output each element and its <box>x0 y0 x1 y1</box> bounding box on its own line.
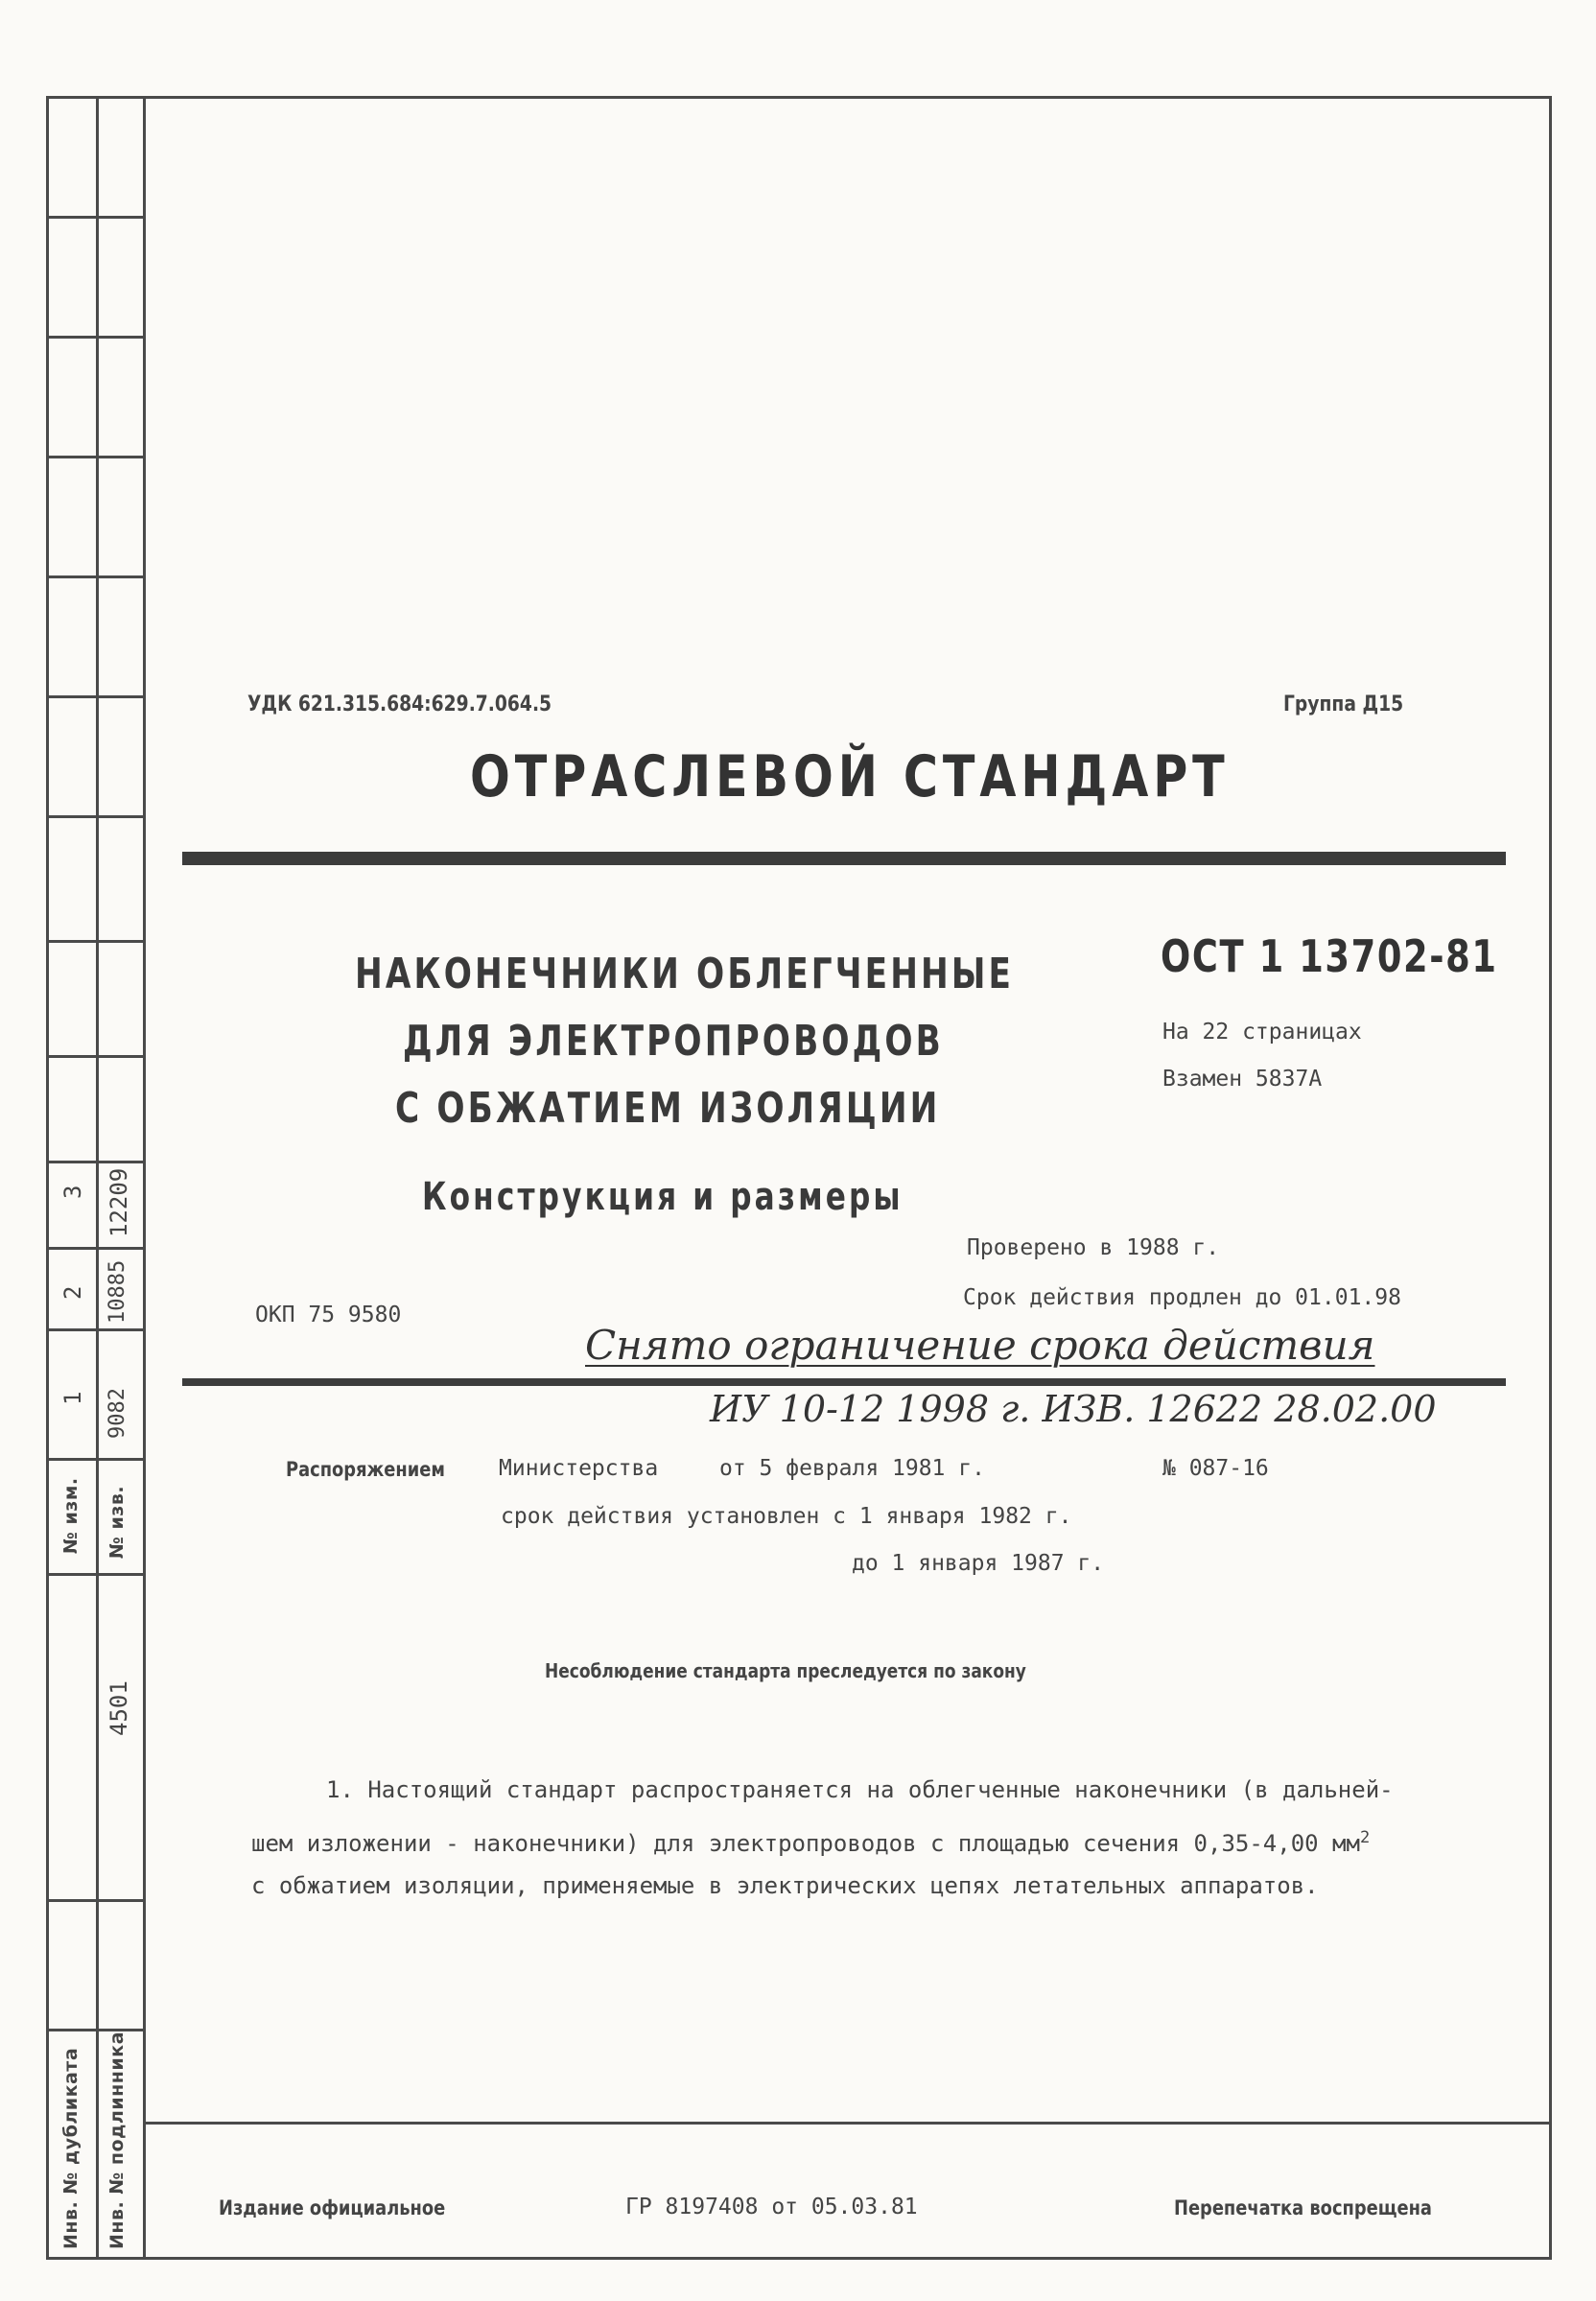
body-text: шем изложении - наконечники) для электропроводов с площадью сечения 0,35-4,00 мм <box>251 1830 1360 1857</box>
handwritten-note: ИУ 10-12 1998 г. ИЗВ. 12622 28.02.00 <box>710 1388 1437 1430</box>
group-code: Группа Д15 <box>1283 693 1404 716</box>
stamp-row-line <box>46 2029 146 2031</box>
change-number: 1 <box>59 1391 86 1405</box>
checked-note: Проверено в 1988 г. <box>967 1235 1220 1260</box>
gr-registration: ГР 8197408 от 05.03.81 <box>625 2195 918 2219</box>
stamp-row-line <box>46 456 146 458</box>
standard-code: ОСТ 1 13702-81 <box>1161 930 1498 982</box>
page-count: На 22 страницах <box>1162 1020 1362 1045</box>
stamp-row-line <box>46 815 146 818</box>
change-number: 3 <box>59 1185 86 1199</box>
legal-notice: Несоблюдение стандарта преследуется по закону <box>545 1659 1026 1682</box>
stamp-column <box>46 96 146 2260</box>
stamp-divider <box>143 96 146 2260</box>
body-line: с обжатием изоляции, применяемые в электрических цепях летательных аппаратов. <box>251 1872 1319 1899</box>
izv-number: 12209 <box>106 1167 132 1237</box>
order-label: Распоряжением <box>286 1458 445 1481</box>
replaces: Взамен 5837А <box>1162 1067 1323 1092</box>
body-line: 1. Настоящий стандарт распространяется на облегченные наконечники (в дальней- <box>326 1776 1394 1803</box>
inv-podl-value: 4501 <box>106 1680 132 1736</box>
izm-label: № изм. <box>60 1477 82 1554</box>
title-rule <box>182 852 1506 865</box>
order-number: № 087-16 <box>1162 1456 1269 1481</box>
stamp-row-line <box>46 216 146 219</box>
stamp-row-line <box>46 1458 146 1461</box>
standard-name-line: ДЛЯ ЭЛЕКТРОПРОВОДОВ <box>403 1017 944 1066</box>
izv-number: 9082 <box>106 1388 129 1439</box>
reprint-notice: Перепечатка воспрещена <box>1174 2196 1432 2219</box>
body-line <box>251 1815 1370 1867</box>
stamp-row-line <box>46 1055 146 1058</box>
stamp-divider <box>96 96 99 2260</box>
extension-note: Срок действия продлен до 01.01.98 <box>963 1285 1401 1310</box>
validity-to: до 1 января 1987 г. <box>852 1551 1105 1576</box>
stamp-row-line <box>46 1328 146 1331</box>
change-number: 2 <box>59 1285 86 1300</box>
order-rule <box>182 1378 1506 1386</box>
order-ministry: Министерства <box>499 1456 659 1481</box>
superscript: 2 <box>1359 1828 1371 1847</box>
stamp-row-line <box>46 940 146 943</box>
handwritten-note: Снято ограничение срока действия <box>585 1322 1375 1369</box>
izv-label: № изв. <box>106 1485 128 1559</box>
edition-label: Издание официальное <box>219 2196 446 2219</box>
stamp-row-line <box>46 575 146 578</box>
inv-podl-label: Инв. № подлинника <box>106 2031 128 2249</box>
stamp-row-line <box>46 1573 146 1576</box>
footer-rule <box>146 2122 1552 2125</box>
udk-code: УДК 621.315.684:629.7.064.5 <box>247 693 552 716</box>
standard-subtitle: Конструкция и размеры <box>422 1175 904 1219</box>
stamp-row-line <box>46 695 146 698</box>
inv-dubl-label: Инв. № дубликата <box>60 2047 82 2249</box>
stamp-row-line <box>46 336 146 339</box>
okp-code: ОКП 75 9580 <box>255 1303 402 1327</box>
order-date: от 5 февраля 1981 г. <box>719 1456 985 1481</box>
standard-name-line: НАКОНЕЧНИКИ ОБЛЕГЧЕННЫЕ <box>355 950 1015 998</box>
izv-number: 10885 <box>106 1259 129 1324</box>
stamp-row-line <box>46 1161 146 1163</box>
standard-name-line: С ОБЖАТИЕМ ИЗОЛЯЦИИ <box>395 1084 941 1133</box>
page-title: ОТРАСЛЕВОЙ СТАНДАРТ <box>470 743 1230 810</box>
stamp-row-line <box>46 1899 146 1902</box>
stamp-row-line <box>46 1247 146 1250</box>
validity-from: срок действия установлен с 1 января 1982 г. <box>501 1504 1072 1529</box>
